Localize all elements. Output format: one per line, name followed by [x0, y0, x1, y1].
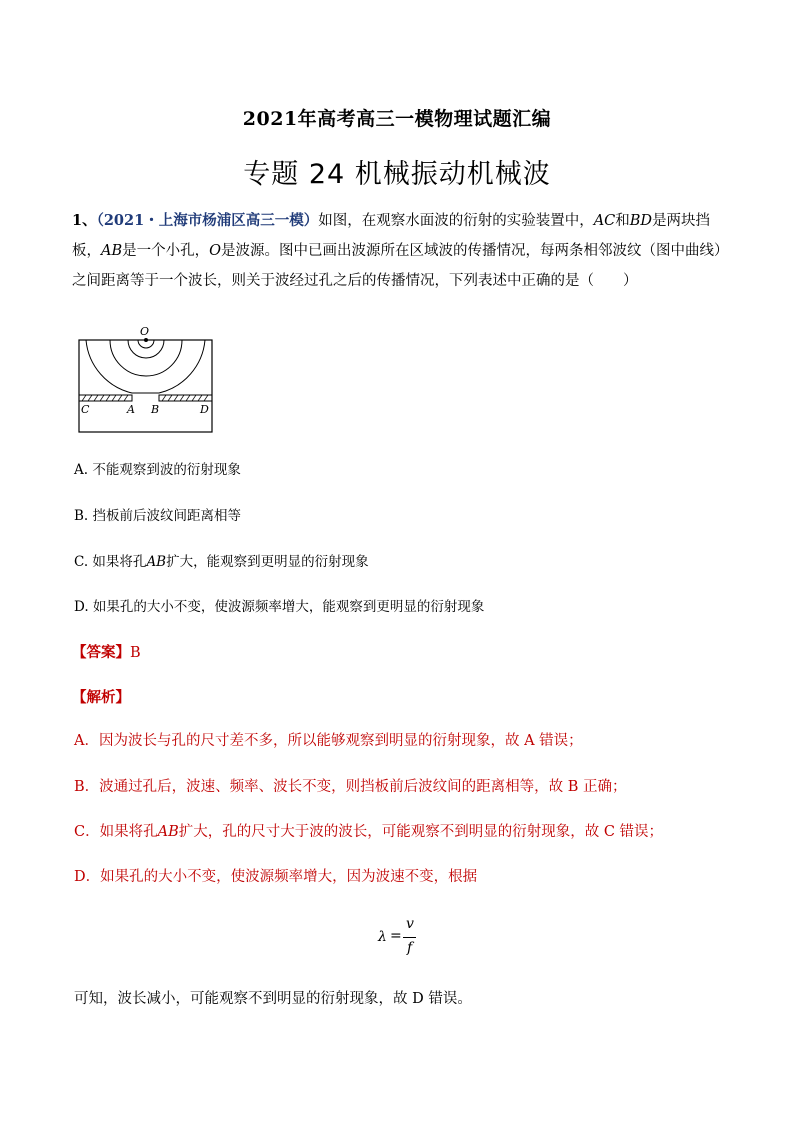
stem-text-3: 是两块挡板， [72, 213, 711, 259]
label-o: O [140, 325, 150, 338]
formula-lambda: λ [378, 929, 387, 945]
label-d: D [200, 403, 209, 416]
analysis-b: B．波通过孔后，波速、频率、波长不变，则挡板前后波纹间的距离相等，故 B 正确； [74, 779, 627, 795]
question-number: 1、 [72, 212, 97, 229]
option-c-post: 扩大，能观察到更明显的衍射现象 [166, 554, 369, 570]
analysis-label: 【解析】 [72, 689, 130, 706]
analysis-conclusion: 可知，波长减小，可能观察不到明显的衍射现象，故 D 错误。 [74, 991, 472, 1007]
wavelength-formula [376, 916, 436, 962]
answer-label: 【答案】 [72, 644, 130, 661]
option-c-pre: C. 如果将孔 [74, 554, 147, 570]
stem-ac: AC [593, 213, 616, 229]
stem-text-5: 是波源。图中已画出波源所在区域波的传播情况，每两条相邻波纹（图中曲线）之间距离等于一个波长，则关于波经过孔之后的传播情况，下列表述中正确的是（ ） [72, 243, 722, 289]
option-d: D. 如果孔的大小不变，使波源频率增大，能观察到更明显的衍射现象 [74, 599, 485, 615]
wave-source-point [144, 338, 148, 342]
tank-outline [79, 340, 212, 432]
option-c-ab: AB [146, 554, 167, 570]
wave-inner [128, 340, 164, 358]
stem-text-4: 是一个小孔， [122, 243, 210, 259]
question-stem [72, 206, 728, 296]
formula-denominator: f [407, 940, 413, 956]
formula-numerator: v [406, 916, 414, 932]
stem-bd: BD [629, 213, 653, 229]
answer [72, 641, 141, 662]
analysis-c-post: 扩大，孔的尺寸大于波的波长，可能观察不到明显的衍射现象，故 C 错误； [178, 824, 664, 840]
barrier-bd [159, 395, 212, 401]
formula-equals: = [390, 928, 402, 944]
series-title: 2021年高考高三一模物理试题汇编 [242, 108, 552, 130]
analysis-c-pre: C．如果将孔 [74, 824, 158, 840]
question-source: （2021・上海市杨浦区高三一模） [96, 212, 319, 229]
analysis-c-ab: AB [157, 824, 179, 840]
option-c [74, 552, 369, 572]
diffraction-figure [76, 322, 216, 434]
answer-value: B [130, 645, 141, 661]
analysis-c [74, 822, 730, 842]
option-a: A. 不能观察到波的衍射现象 [74, 462, 241, 478]
analysis-d: D．如果孔的大小不变，使波源频率增大，因为波速不变，根据 [74, 869, 478, 885]
barrier-ac [79, 395, 132, 401]
analysis-a: A．因为波长与孔的尺寸差不多，所以能够观察到明显的衍射现象，故 A 错误； [74, 733, 583, 749]
label-c: C [81, 403, 90, 416]
stem-o: O [209, 243, 222, 259]
stem-text-1: 如图，在观察水面波的衍射的实验装置中， [318, 213, 594, 229]
label-a: A [127, 403, 135, 416]
topic-title: 专题 24 机械振动机械波 [243, 159, 551, 190]
formula-fraction-bar [403, 937, 416, 938]
stem-text-2: 和 [615, 213, 630, 229]
stem-ab: AB [101, 243, 123, 259]
option-b: B. 挡板前后波纹间距离相等 [74, 508, 242, 524]
label-b: B [151, 403, 160, 416]
